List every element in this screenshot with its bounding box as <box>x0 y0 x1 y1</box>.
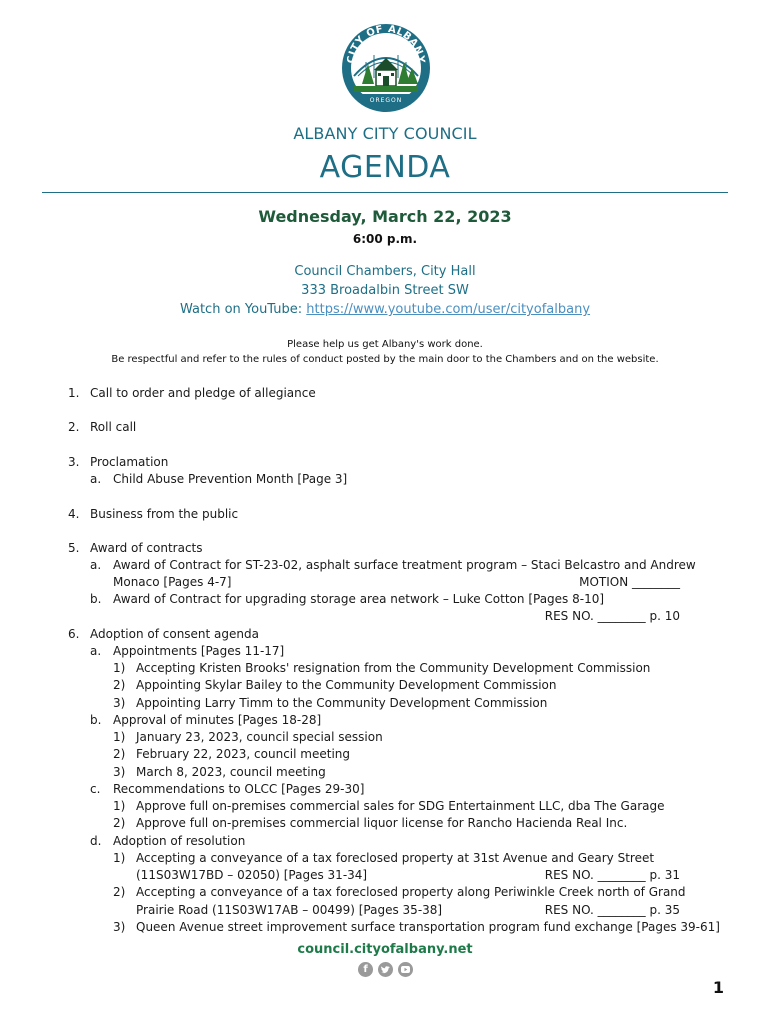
item-number: 3. <box>68 455 80 469</box>
resolution-item: Accepting a conveyance of a tax foreclosed property along Periwinkle Creek north of Grand <box>136 885 686 899</box>
sub-item-label: a. <box>90 558 102 572</box>
minutes-item: March 8, 2023, council meeting <box>136 765 326 779</box>
seal-state-text: OREGON <box>369 97 403 104</box>
res-no-field: RES NO. ________ p. 10 <box>544 609 680 623</box>
sub-item-label: d. <box>90 834 102 848</box>
sub-sub-item-label: 1) <box>113 799 126 813</box>
resolution-item: Accepting a conveyance of a tax foreclosed property at 31st Avenue and Geary Street <box>136 851 655 865</box>
facebook-icon[interactable]: f <box>358 962 373 977</box>
olcc-item: Approve full on-premises commercial sales for SDG Entertainment LLC, dba The Garage <box>136 799 665 813</box>
sub-item-asphalt-contract-cont: Monaco [Pages 4-7] <box>113 575 232 589</box>
sub-sub-item-label: 2) <box>113 678 126 692</box>
sub-item-label: a. <box>90 644 102 658</box>
sub-item-child-abuse-prevention: Child Abuse Prevention Month [Page 3] <box>113 472 348 486</box>
meeting-address: 333 Broadalbin Street SW <box>301 283 469 298</box>
page-number: 1 <box>712 978 724 997</box>
appointment-item: Appointing Larry Timm to the Community Development Commission <box>136 696 548 710</box>
footer-website-link[interactable]: council.cityofalbany.net <box>297 942 473 957</box>
sub-sub-item-label: 1) <box>113 730 126 744</box>
meeting-time: 6:00 p.m. <box>352 232 418 246</box>
meeting-location: Council Chambers, City Hall <box>294 264 476 279</box>
youtube-watch-line <box>0 302 770 317</box>
agenda-item-consent-agenda: Adoption of consent agenda <box>90 627 259 641</box>
resolution-item-cont: (11S03W17BD – 02050) [Pages 31-34] <box>136 868 368 882</box>
twitter-icon[interactable] <box>378 962 393 977</box>
note-line-1: Please help us get Albany's work done. <box>287 339 483 350</box>
agenda-item-award-of-contracts: Award of contracts <box>90 541 203 555</box>
agenda-item-call-to-order: Call to order and pledge of allegiance <box>90 386 316 400</box>
youtube-link[interactable]: https://www.youtube.com/user/cityofalbany <box>306 302 591 317</box>
sub-sub-item-label: 1) <box>113 661 126 675</box>
sub-item-storage-network-contract: Award of Contract for upgrading storage area network – Luke Cotton [Pages 8-10] <box>113 592 605 606</box>
sub-item-adoption-of-resolution: Adoption of resolution <box>113 834 246 848</box>
agenda-item-business-from-public: Business from the public <box>90 507 239 521</box>
header-divider <box>42 192 728 193</box>
sub-item-label: c. <box>90 782 101 796</box>
resolution-item-cont: Prairie Road (11S03W17AB – 00499) [Pages 35-38] <box>136 903 443 917</box>
item-number: 5. <box>68 541 80 555</box>
agenda-item-roll-call: Roll call <box>90 420 137 434</box>
sub-item-label: b. <box>90 592 102 606</box>
sub-sub-item-label: 3) <box>113 920 126 934</box>
sub-item-approval-of-minutes: Approval of minutes [Pages 18-28] <box>113 713 322 727</box>
item-number: 1. <box>68 386 80 400</box>
motion-field: MOTION ________ <box>579 575 680 589</box>
sub-item-appointments: Appointments [Pages 11-17] <box>113 644 285 658</box>
sub-sub-item-label: 2) <box>113 747 126 761</box>
sub-sub-item-label: 3) <box>113 696 126 710</box>
meeting-date: Wednesday, March 22, 2023 <box>258 207 512 226</box>
sub-sub-item-label: 2) <box>113 816 126 830</box>
minutes-item: February 22, 2023, council meeting <box>136 747 351 761</box>
note-line-2: Be respectful and refer to the rules of conduct posted by the main door to the Chambers and on the website. <box>111 354 659 365</box>
item-number: 2. <box>68 420 80 434</box>
seal-arc-text: CITY OF ALBANY <box>345 23 427 65</box>
sub-sub-item-label: 1) <box>113 851 126 865</box>
res-no-field: RES NO. ________ p. 35 <box>544 903 680 917</box>
youtube-watch-label: Watch on YouTube: <box>179 302 307 317</box>
sub-sub-item-label: 2) <box>113 885 126 899</box>
olcc-item: Approve full on-premises commercial liquor license for Rancho Hacienda Real Inc. <box>136 816 628 830</box>
sub-item-olcc-recommendations: Recommendations to OLCC [Pages 29-30] <box>113 782 365 796</box>
sub-item-label: a. <box>90 472 102 486</box>
resolution-item: Queen Avenue street improvement surface transportation program fund exchange [Pages 39-61] <box>136 920 720 934</box>
item-number: 4. <box>68 507 80 521</box>
item-number: 6. <box>68 627 80 641</box>
res-no-field: RES NO. ________ p. 31 <box>544 868 680 882</box>
council-name: ALBANY CITY COUNCIL <box>293 124 477 143</box>
city-of-albany-seal-logo <box>340 18 432 120</box>
page-title: AGENDA <box>319 150 451 185</box>
appointment-item: Accepting Kristen Brooks' resignation from the Community Development Commission <box>136 661 651 675</box>
sub-item-label: b. <box>90 713 102 727</box>
minutes-item: January 23, 2023, council special session <box>136 730 383 744</box>
appointment-item: Appointing Skylar Bailey to the Community Development Commission <box>136 678 557 692</box>
agenda-item-proclamation: Proclamation <box>90 455 169 469</box>
sub-item-asphalt-contract: Award of Contract for ST-23-02, asphalt surface treatment program – Staci Belcastro and Andrew <box>113 558 696 572</box>
sub-sub-item-label: 3) <box>113 765 126 779</box>
youtube-icon[interactable] <box>398 962 413 977</box>
